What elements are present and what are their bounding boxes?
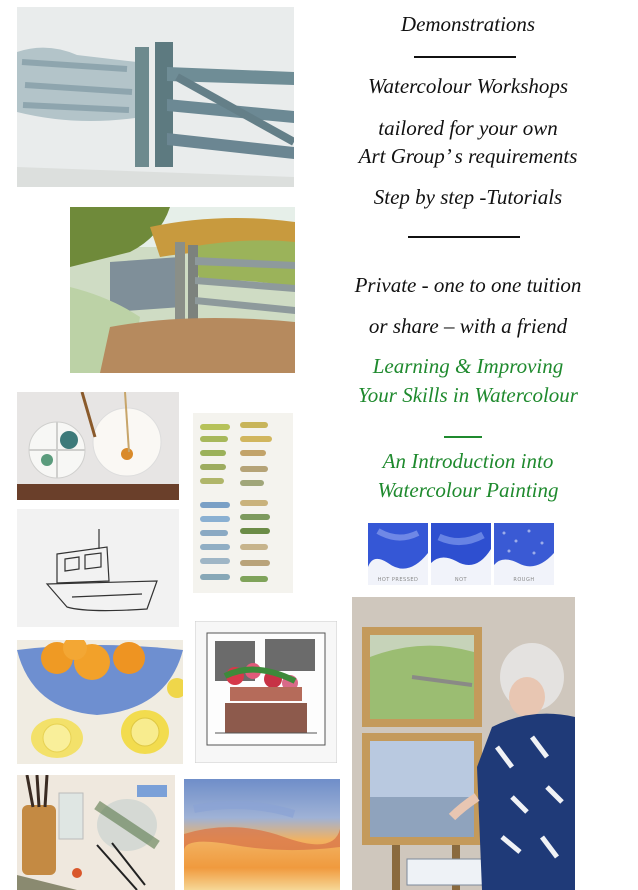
divider-1 bbox=[414, 56, 516, 58]
heading-demonstrations: Demonstrations bbox=[400, 12, 536, 36]
swatch-caption-rough: ROUGH bbox=[513, 577, 535, 583]
artist-at-easel-photo bbox=[352, 597, 575, 890]
swatch-caption-not: NOT bbox=[454, 577, 468, 583]
palette-photo bbox=[17, 392, 179, 500]
heading-workshops: Watercolour Workshops bbox=[367, 74, 569, 98]
text-intro-2: Watercolour Painting bbox=[377, 478, 559, 502]
oranges-lemons-painting bbox=[17, 640, 183, 764]
brushes-still-life-photo bbox=[17, 775, 175, 890]
text-tailored-2: Art Group’ s requirements bbox=[358, 144, 578, 168]
divider-green bbox=[444, 436, 482, 438]
swatch-caption-hot-pressed: HOT PRESSED bbox=[377, 577, 419, 583]
text-tutorials: Step by step -Tutorials bbox=[373, 185, 563, 209]
fence-sketch-painting bbox=[17, 7, 294, 187]
text-tailored-1: tailored for your own bbox=[378, 116, 558, 140]
swatch-hot-pressed bbox=[368, 523, 428, 585]
boat-pencil-sketch bbox=[17, 509, 179, 627]
fence-landscape-painting bbox=[70, 207, 295, 373]
text-learning-2: Your Skills in Watercolour bbox=[358, 383, 578, 407]
text-intro-1: An Introduction into bbox=[382, 449, 554, 473]
sunset-sky-painting bbox=[184, 779, 340, 890]
text-share-friend: or share – with a friend bbox=[368, 314, 568, 338]
swatch-rough bbox=[494, 523, 554, 585]
colour-swatch-chart bbox=[193, 413, 293, 593]
flower-cart-painting bbox=[195, 621, 337, 763]
text-private-tuition: Private - one to one tuition bbox=[354, 273, 582, 297]
swatch-not bbox=[431, 523, 491, 585]
divider-2 bbox=[408, 236, 520, 238]
text-learning-1: Learning & Improving bbox=[372, 354, 564, 378]
